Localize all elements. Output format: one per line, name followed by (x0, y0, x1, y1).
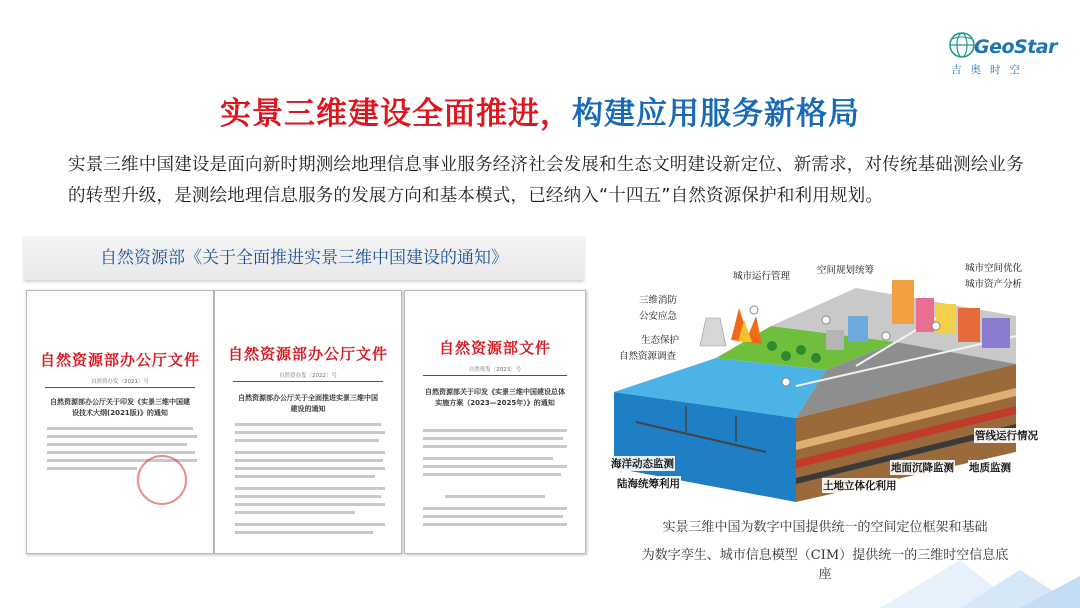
notice-banner: 自然资源部《关于全面推进实景三维中国建设的通知》 (24, 236, 584, 280)
globe-icon (947, 30, 977, 60)
label-geology: 地质监测 (969, 462, 1011, 474)
label-eco: 生态保护 (640, 332, 680, 346)
text-line (235, 531, 373, 534)
text-line (47, 435, 197, 438)
logo-subtitle: 吉奥时空 (951, 64, 1029, 76)
geostar-logo (947, 28, 1071, 76)
text-line (47, 443, 187, 446)
text-line (423, 437, 563, 440)
document-title: 自然资源部办公厅关于全面推进实景三维中国建设的通知 (238, 394, 378, 413)
text-line (235, 487, 385, 490)
text-line (235, 459, 383, 462)
text-line (47, 427, 193, 430)
document-number: 自然资发〔2023〕号 (468, 367, 522, 373)
text-line (423, 515, 563, 518)
text-line (423, 507, 567, 510)
official-seal-icon (137, 455, 187, 505)
label-ocean: 海洋动态监测 (611, 458, 674, 470)
logo-brand: GeoStar (974, 36, 1057, 58)
text-line (423, 457, 553, 460)
label-land-sea: 陆海统筹利用 (617, 478, 680, 490)
caption-line-1: 实景三维中国为数字中国提供统一的空间定位框架和基础 (662, 520, 988, 535)
text-line (47, 467, 137, 470)
label-pipeline: 管线运行情况 (975, 430, 1038, 442)
document-title: 自然资源部办公厅关于印发《实景三维中国建设技术大纲(2021版)》的通知 (50, 398, 190, 417)
label-public-security: 公安应急 (638, 308, 678, 322)
text-line (235, 423, 381, 426)
text-line (235, 451, 385, 454)
intro-paragraph: 实景三维中国建设是面向新时期测绘地理信息事业服务经济社会发展和生态文明建设新定位、新需求，对传统基础测绘业务的转型升级，是测绘地理信息服务的发展方向和基本模式，已经纳入“十四五”自然资源保护和利用规划。 (68, 155, 1024, 206)
text-line (235, 439, 379, 442)
header-rule (45, 387, 195, 388)
text-line (423, 465, 567, 468)
label-subsidence: 地面沉降监测 (891, 462, 954, 474)
title-part-red: 实景三维建设全面推进， (220, 96, 572, 132)
text-line (235, 511, 355, 514)
label-city-ops: 城市运行管理 (732, 268, 791, 282)
text-line (47, 451, 195, 454)
text-line (235, 475, 375, 478)
decorative-corner-shapes (760, 560, 1080, 608)
document-page-1 (26, 290, 214, 554)
document-page-3 (404, 290, 586, 554)
label-natural-survey: 自然资源调查 (618, 348, 677, 362)
text-line (423, 429, 567, 432)
text-line (235, 467, 385, 470)
text-line (423, 473, 561, 476)
text-line (235, 431, 385, 434)
text-line (445, 495, 545, 498)
caption-line-2: 为数字孪生、城市信息模型（CIM）提供统一的三维时空信息底座 (641, 548, 1009, 582)
document-header: 自然资源部办公厅文件 (39, 351, 200, 369)
header-rule (423, 375, 567, 376)
header-rule (233, 381, 383, 382)
document-header: 自然资源部文件 (438, 339, 551, 357)
document-title: 自然资源部关于印发《实景三维中国建设总体实施方案（2023—2025年）》的通知 (425, 388, 565, 407)
label-city-assets: 城市资产分析 (964, 276, 1023, 290)
text-line (235, 503, 385, 506)
label-fire: 三维消防 (638, 292, 678, 306)
text-line (235, 495, 381, 498)
text-line (423, 445, 567, 448)
smart-city-illustration (596, 246, 1062, 512)
title-part-blue: 构建应用服务新格局 (572, 96, 860, 132)
document-header: 自然资源部办公厅文件 (227, 345, 388, 363)
document-number: 自然资办发〔2022〕号 (279, 373, 337, 379)
label-spatial-planning: 空间规划统筹 (816, 262, 875, 276)
text-line (235, 523, 385, 526)
label-city-space: 城市空间优化 (964, 260, 1023, 274)
document-number: 自然资办发〔2021〕号 (91, 379, 149, 385)
document-page-2 (214, 290, 402, 554)
label-land-use: 土地立体化利用 (823, 480, 897, 492)
text-line (423, 523, 567, 526)
page-title (0, 88, 1080, 133)
